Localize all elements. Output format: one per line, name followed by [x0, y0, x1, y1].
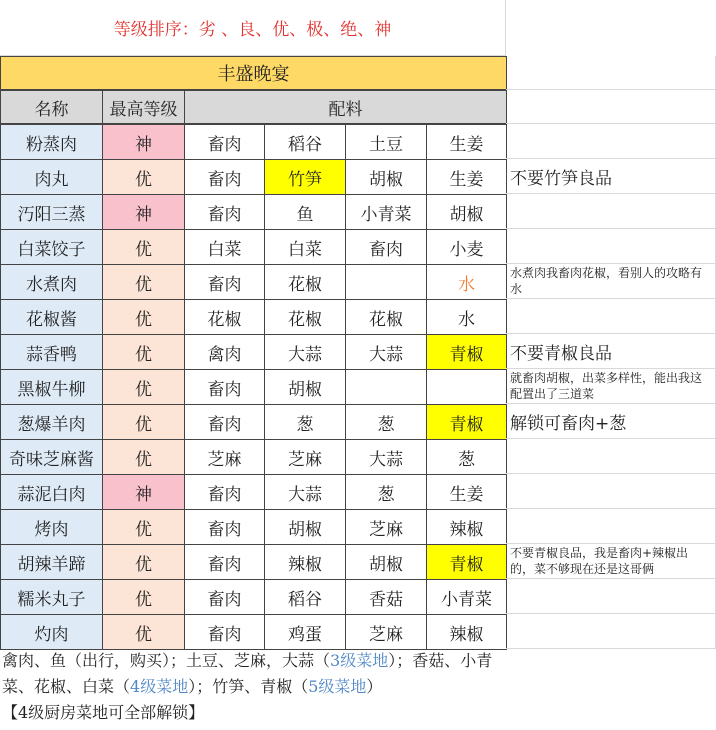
ingredient-cell: 葱: [345, 404, 427, 440]
grade-order-title: 等级排序：劣 、良、优、极、绝、神: [0, 0, 506, 56]
header-name: 名称: [0, 90, 103, 124]
section-title: 丰盛晚宴: [0, 56, 507, 90]
recipe-note: [506, 614, 716, 649]
ingredient-cell: 胡椒: [426, 194, 507, 230]
ingredient-cell: [426, 369, 507, 405]
ingredient-cell: 稻谷: [264, 579, 346, 615]
recipe-grade: 优: [102, 229, 185, 265]
header-grade: 最高等级: [102, 90, 185, 124]
ingredient-cell: 畜肉: [184, 404, 265, 440]
ingredient-cell: 鸡蛋: [264, 614, 346, 650]
ingredient-cell: 畜肉: [345, 229, 427, 265]
recipe-grade: 优: [102, 334, 185, 370]
recipe-grade: 优: [102, 544, 185, 580]
ingredient-cell: 鱼: [264, 194, 346, 230]
recipe-note: 不要竹笋良品: [506, 159, 716, 194]
ingredient-cell: 芝麻: [184, 439, 265, 475]
recipe-grade: 神: [102, 124, 185, 160]
legend-unlock-note: 【4级厨房菜地可全部解锁】: [2, 703, 205, 722]
legend-level-4: 4级菜地: [130, 677, 189, 696]
ingredient-cell: 畜肉: [184, 194, 265, 230]
ingredient-cell: 辣椒: [264, 544, 346, 580]
recipe-note: 解锁可畜肉+葱: [506, 404, 716, 439]
legend-text-4: ）: [366, 677, 383, 696]
legend-level-5: 5级菜地: [308, 677, 367, 696]
ingredient-cell: 葱: [345, 474, 427, 510]
recipe-note: [506, 124, 716, 159]
ingredient-cell: 胡椒: [264, 509, 346, 545]
recipe-grade: 优: [102, 509, 185, 545]
ingredient-cell: 芝麻: [264, 439, 346, 475]
recipe-grade: 神: [102, 474, 185, 510]
ingredient-cell: 香菇: [345, 579, 427, 615]
ingredient-cell: 胡椒: [345, 159, 427, 195]
recipe-name: 汅阳三蒸: [0, 194, 103, 230]
recipe-name: 蒜泥白肉: [0, 474, 103, 510]
ingredient-cell: 小青菜: [426, 579, 507, 615]
recipe-note: [506, 194, 716, 229]
ingredient-cell: 大蒜: [264, 334, 346, 370]
recipe-name: 水煮肉: [0, 264, 103, 300]
ingredient-cell: 辣椒: [426, 509, 507, 545]
recipe-name: 花椒酱: [0, 299, 103, 335]
ingredient-legend: [2, 648, 502, 726]
empty-cell: [506, 56, 716, 90]
recipe-grade: 神: [102, 194, 185, 230]
ingredient-cell: 花椒: [264, 299, 346, 335]
recipe-name: 葱爆羊肉: [0, 404, 103, 440]
legend-level-3: 3级菜地: [330, 651, 389, 670]
ingredient-cell: 大蒜: [345, 334, 427, 370]
ingredient-cell: [345, 264, 427, 300]
recipe-note: [506, 299, 716, 334]
ingredient-cell: 畜肉: [184, 614, 265, 650]
ingredient-cell: 生姜: [426, 474, 507, 510]
ingredient-cell: 葱: [426, 439, 507, 475]
ingredient-cell: [345, 369, 427, 405]
recipe-grade: 优: [102, 439, 185, 475]
recipe-note: 不要青椒良品: [506, 334, 716, 369]
ingredient-cell: 胡椒: [264, 369, 346, 405]
ingredient-cell: 畜肉: [184, 124, 265, 160]
recipe-name: 肉丸: [0, 159, 103, 195]
ingredient-cell: 花椒: [345, 299, 427, 335]
legend-text-1: 禽肉、鱼（出行，购买）；土豆、芝麻，大蒜（: [2, 651, 331, 670]
ingredient-cell: 生姜: [426, 124, 507, 160]
recipe-note: [506, 509, 716, 544]
recipe-grade: 优: [102, 614, 185, 650]
ingredient-cell: 青椒: [426, 404, 507, 440]
recipe-grade: 优: [102, 159, 185, 195]
recipe-note: 水煮肉我畜肉花椒，看别人的攻略有水: [506, 264, 716, 299]
ingredient-cell: 稻谷: [264, 124, 346, 160]
recipe-note: 就畜肉胡椒，出菜多样性，能出我这配置出了三道菜: [506, 369, 716, 404]
ingredient-cell: 水: [426, 299, 507, 335]
legend-text-3: ）；竹笋、青椒（: [188, 677, 309, 696]
recipe-note: [506, 579, 716, 614]
ingredient-cell: 花椒: [184, 299, 265, 335]
ingredient-cell: 禽肉: [184, 334, 265, 370]
recipe-name: 蒜香鸭: [0, 334, 103, 370]
ingredient-cell: 大蒜: [264, 474, 346, 510]
recipe-note: [506, 474, 716, 509]
recipe-name: 胡辣羊蹄: [0, 544, 103, 580]
ingredient-cell: 土豆: [345, 124, 427, 160]
recipe-note: 不要青椒良品，我是畜肉+辣椒出的，菜不够现在还是这哥俩: [506, 544, 716, 579]
recipe-grade: 优: [102, 264, 185, 300]
recipe-note: [506, 439, 716, 474]
ingredient-cell: 畜肉: [184, 264, 265, 300]
ingredient-cell: 辣椒: [426, 614, 507, 650]
ingredient-cell: 畜肉: [184, 159, 265, 195]
recipe-grade: 优: [102, 404, 185, 440]
ingredient-cell: 小青菜: [345, 194, 427, 230]
ingredient-cell: 水: [426, 264, 507, 300]
ingredient-cell: 畜肉: [184, 579, 265, 615]
ingredient-cell: 青椒: [426, 544, 507, 580]
ingredient-cell: 大蒜: [345, 439, 427, 475]
recipe-name: 白菜饺子: [0, 229, 103, 265]
ingredient-cell: 畜肉: [184, 544, 265, 580]
recipe-note: [506, 229, 716, 264]
recipe-name: 灼肉: [0, 614, 103, 650]
ingredient-cell: 小麦: [426, 229, 507, 265]
ingredient-cell: 葱: [264, 404, 346, 440]
legend-text-2: ）；香菇、小青菜、花椒、白菜（: [2, 651, 493, 696]
ingredient-cell: 白菜: [184, 229, 265, 265]
ingredient-cell: 芝麻: [345, 614, 427, 650]
ingredient-cell: 竹笋: [264, 159, 346, 195]
header-ingredients: 配料: [184, 90, 507, 124]
ingredient-cell: 芝麻: [345, 509, 427, 545]
recipe-grade: 优: [102, 369, 185, 405]
ingredient-cell: 畜肉: [184, 509, 265, 545]
recipe-grade: 优: [102, 579, 185, 615]
ingredient-cell: 畜肉: [184, 369, 265, 405]
recipe-name: 黑椒牛柳: [0, 369, 103, 405]
recipe-name: 糯米丸子: [0, 579, 103, 615]
ingredient-cell: 白菜: [264, 229, 346, 265]
ingredient-cell: 胡椒: [345, 544, 427, 580]
ingredient-cell: 生姜: [426, 159, 507, 195]
recipe-name: 奇味芝麻酱: [0, 439, 103, 475]
recipe-grade: 优: [102, 299, 185, 335]
ingredient-cell: 花椒: [264, 264, 346, 300]
empty-cell: [506, 90, 716, 124]
recipe-name: 烤肉: [0, 509, 103, 545]
ingredient-cell: 畜肉: [184, 474, 265, 510]
recipe-name: 粉蒸肉: [0, 124, 103, 160]
ingredient-cell: 青椒: [426, 334, 507, 370]
